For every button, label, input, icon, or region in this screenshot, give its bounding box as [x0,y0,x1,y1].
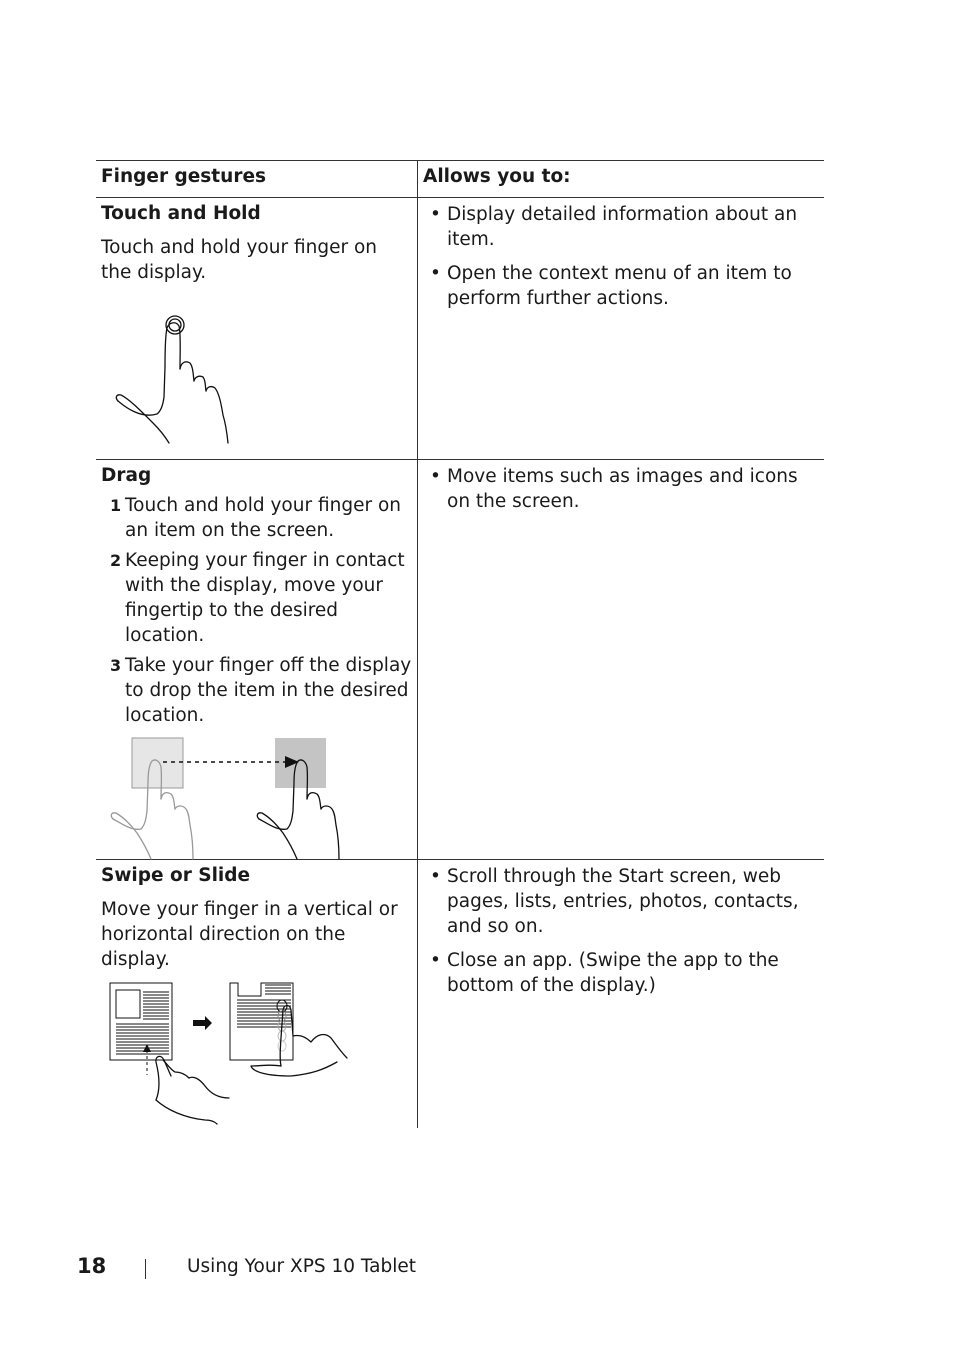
table-header-row [96,160,824,198]
gesture-title: Touch and Hold [101,203,261,224]
bullet-icon: • [430,263,441,284]
header-finger-gestures: Finger gestures [96,161,418,197]
page-footer [77,1254,677,1284]
gesture-title: Drag [101,465,152,486]
gesture-description: Move your finger in a vertical or horizontal direction on the display. [101,899,398,970]
step-number: 1 [110,496,122,515]
list-item [430,261,824,311]
list-item [430,948,824,998]
footer-title: Using Your XPS 10 Tablet [187,1256,417,1277]
bullet-icon: • [430,866,441,887]
header-allows-you-to: Allows you to: [423,166,571,187]
list-item [430,202,824,252]
drag-illustration [101,733,361,863]
step-number: 3 [110,656,122,675]
allows-cell [418,198,824,459]
bullet-icon: • [430,950,441,971]
step-item [110,548,417,648]
list-item [430,864,824,939]
footer-divider [145,1259,146,1279]
drag-steps [101,493,417,728]
bullet-icon: • [430,466,441,487]
allows-text: Move items such as images and icons on the screen. [447,466,798,512]
gesture-cell [96,198,418,459]
gesture-cell [96,460,418,859]
touch-and-hold-illustration [101,307,241,447]
gesture-cell [96,860,418,1128]
step-text: Take your finger off the display to drop the item in the desired location. [125,655,412,726]
gestures-table [96,160,824,1128]
step-item [110,493,417,543]
gesture-description: Touch and hold your finger on the display. [101,237,377,283]
allows-list [430,864,824,998]
list-item [430,464,824,514]
table-row-drag [96,460,824,860]
allows-text: Display detailed information about an item. [447,204,798,250]
step-item [110,653,417,728]
gesture-title: Swipe or Slide [101,865,251,886]
allows-text: Close an app. (Swipe the app to the bottom of the display.) [447,950,779,996]
allows-list [430,464,824,514]
bullet-icon: • [430,204,441,225]
step-text: Touch and hold your finger on an item on the screen. [125,495,401,541]
allows-text: Open the context menu of an item to perform further actions. [447,263,792,309]
step-number: 2 [110,551,122,570]
allows-cell [418,860,824,1128]
page-number: 18 [77,1254,107,1278]
allows-cell [418,460,824,859]
allows-text: Scroll through the Start screen, web pages, lists, entries, photos, contacts, and so on. [447,866,799,937]
table-row-touch-and-hold [96,198,824,460]
step-text: Keeping your finger in contact with the display, move your fingertip to the desired location. [125,550,405,646]
allows-list [430,202,824,311]
swipe-illustration [101,980,371,1125]
table-row-swipe-or-slide [96,860,824,1128]
